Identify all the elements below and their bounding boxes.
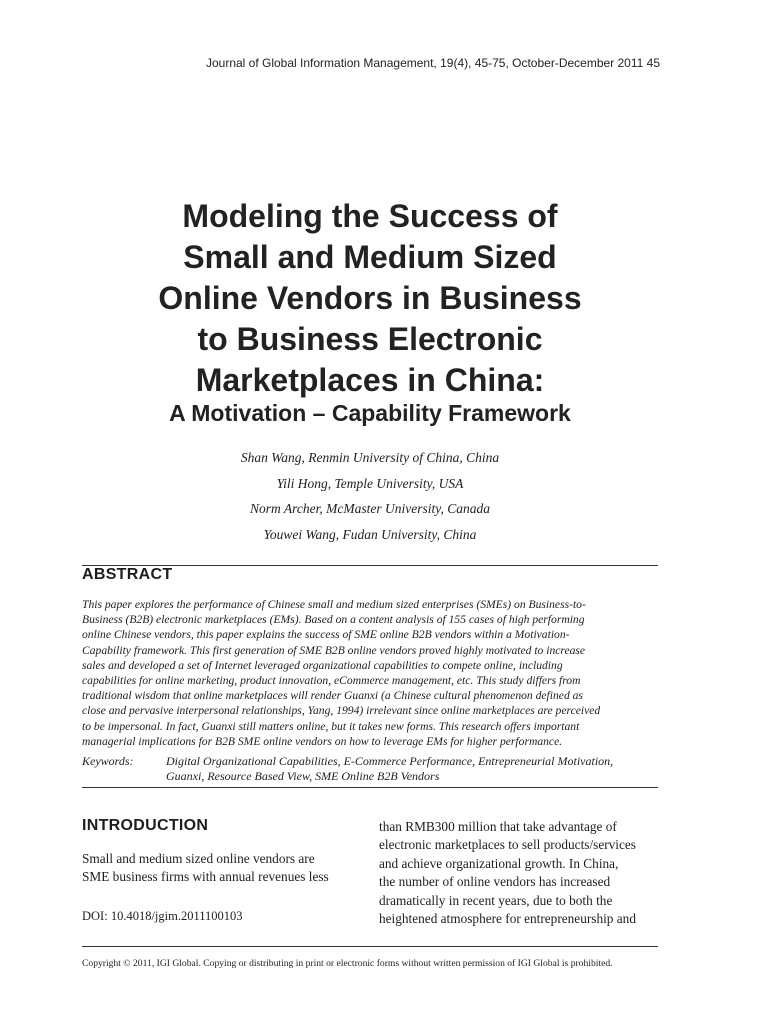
author: Norm Archer, McMaster University, Canada	[250, 501, 490, 516]
body-line: dramatically in recent years, due to both the	[379, 892, 613, 908]
abstract-line: Capability framework. This first generation of SME B2B online vendors proved highly motivated to increase	[82, 643, 586, 657]
article-title	[100, 196, 640, 428]
introduction-heading: INTRODUCTION	[82, 817, 209, 834]
body-line: Small and medium sized online vendors are	[82, 851, 315, 866]
title-line: Small and Medium Sized	[183, 239, 557, 275]
abstract-line: sales and developed a set of Internet leveraged organizational capabilities to compete online, including	[82, 658, 563, 672]
abstract-text	[82, 597, 658, 749]
body-line: the number of online vendors has increased	[379, 874, 611, 890]
keywords-values	[166, 754, 658, 784]
keywords-label: Keywords:	[82, 754, 134, 768]
copyright-notice: Copyright © 2011, IGI Global. Copying or distributing in print or electronic forms without written permission of IGI Global is prohibited.	[82, 958, 613, 969]
author: Yili Hong, Temple University, USA	[276, 475, 464, 491]
title-line: Online Vendors in Business	[158, 280, 582, 316]
author: Youwei Wang, Fudan University, China	[263, 526, 477, 542]
abstract-line: close and pervasive interpersonal relationships, Yang, 1994) irrelevant since online marketplaces are perceived	[82, 704, 601, 718]
abstract-line: capabilities for online marketing, product innovation, eCommerce management, etc. This study differs from	[82, 674, 581, 688]
abstract-line: Business (B2B) electronic marketplaces (EMs). Based on a content analysis of 155 cases of high performing	[82, 613, 585, 627]
doi-text: DOI: 10.4018/jgim.2011100103	[82, 909, 243, 923]
abstract-line: online Chinese vendors, this paper explains the success of SME online B2B vendors within a Motivation-	[82, 628, 570, 642]
keywords-line: Digital Organizational Capabilities, E-Commerce Performance, Entrepreneurial Motivation,	[166, 754, 614, 768]
body-line: SME business firms with annual revenues less	[82, 869, 329, 884]
author: Shan Wang, Renmin University of China, China	[240, 450, 500, 465]
title-line: Modeling the Success of	[182, 198, 558, 234]
abstract-line: This paper explores the performance of Chinese small and medium sized enterprises (SMEs) on Business-to-	[82, 598, 586, 611]
abstract-line: to be impersonal. In fact, Guanxi still matters online, but it takes new forms. This research offers important	[82, 719, 580, 733]
title-line: Marketplaces in China:	[195, 362, 545, 398]
body-line: electronic marketplaces to sell products/services	[379, 837, 636, 853]
body-line: and achieve organizational growth. In China,	[379, 855, 619, 871]
abstract-heading: ABSTRACT	[82, 566, 173, 583]
running-header: Journal of Global Information Management, 19(4), 45-75, October-December 2011 45	[205, 56, 660, 70]
body-line: heightened atmosphere for entrepreneurship and	[379, 911, 636, 927]
author-list	[140, 449, 600, 551]
abstract-line: traditional wisdom that online marketplaces will render Guanxi (a Chinese cultural phenomenon defined as	[82, 689, 583, 703]
abstract-line: managerial implications for B2B SME online vendors on how to leverage EMs for higher performance.	[82, 734, 563, 748]
introduction-right-column	[379, 818, 659, 928]
keywords-line: Guanxi, Resource Based View, SME Online B2B Vendors	[166, 769, 440, 783]
footer-rule	[82, 946, 658, 947]
body-line: than RMB300 million that take advantage of	[379, 819, 617, 834]
introduction-left-column	[82, 850, 362, 886]
title-line: to Business Electronic	[197, 321, 543, 357]
article-subtitle: A Motivation – Capability Framework	[169, 400, 571, 426]
abstract-bottom-rule	[82, 787, 658, 788]
